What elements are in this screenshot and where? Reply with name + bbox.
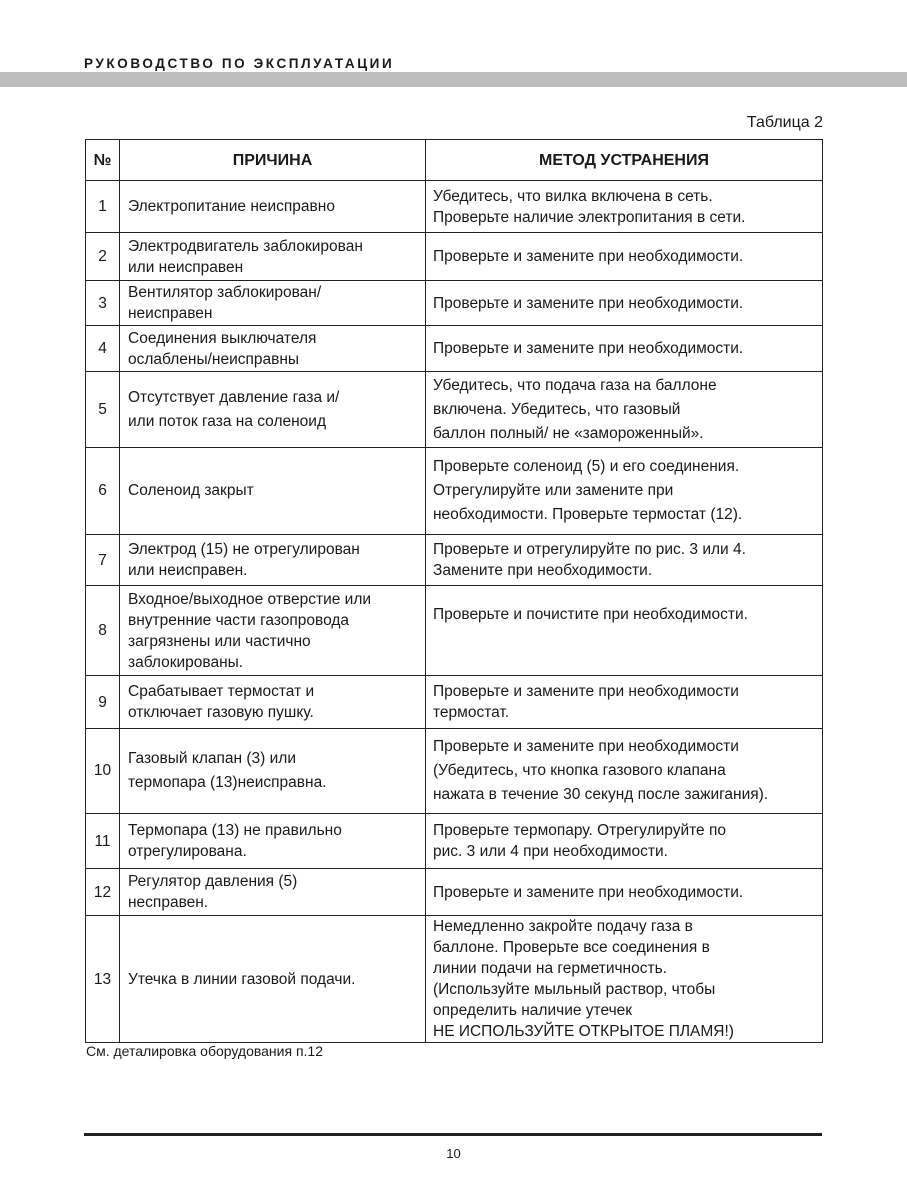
fix-line: термостат. bbox=[433, 704, 510, 721]
cause-line: Электродвигатель заблокирован bbox=[128, 237, 363, 255]
cause-line: неисправен bbox=[128, 305, 213, 322]
cause-cell bbox=[120, 233, 426, 281]
row-number: 3 bbox=[86, 281, 120, 326]
cause-cell bbox=[120, 372, 426, 448]
table-row bbox=[86, 281, 823, 326]
row-number: 7 bbox=[86, 535, 120, 586]
fix-cell bbox=[426, 676, 823, 729]
cause-line: или неисправен. bbox=[128, 562, 248, 579]
row-number: 4 bbox=[86, 326, 120, 372]
cause-line: Отсутствует давление газа и/ bbox=[128, 388, 340, 406]
fix-line: НЕ ИСПОЛЬЗУЙТЕ ОТКРЫТОЕ ПЛАМЯ!) bbox=[433, 1023, 734, 1040]
fix-line: Немедленно закройте подачу газа в bbox=[433, 918, 693, 935]
cause-line: Электропитание неисправно bbox=[128, 198, 335, 215]
fix-line: Отрегулируйте или замените при bbox=[433, 482, 674, 499]
cause-line: термопара (13)неисправна. bbox=[128, 774, 327, 791]
fix-line: (Убедитесь, что кнопка газового клапана bbox=[433, 762, 726, 779]
cause-line: Вентилятор заблокирован/ bbox=[128, 284, 322, 301]
fix-line: Проверьте и отрегулируйте по рис. 3 или 4. bbox=[433, 541, 746, 558]
table-row bbox=[86, 916, 823, 1043]
row-number: 2 bbox=[86, 233, 120, 281]
cause-line: Соленоид закрыт bbox=[128, 482, 254, 499]
cause-line: отрегулирована. bbox=[128, 843, 247, 860]
fix-line: Убедитесь, что подача газа на баллоне bbox=[433, 376, 717, 394]
footer-rule bbox=[84, 1133, 822, 1136]
table-row bbox=[86, 729, 823, 814]
troubleshooting-table bbox=[85, 139, 823, 1043]
cause-line: Регулятор давления (5) bbox=[128, 873, 298, 890]
row-number: 9 bbox=[86, 676, 120, 729]
row-number: 11 bbox=[86, 814, 120, 869]
cause-line: отключает газовую пушку. bbox=[128, 704, 314, 721]
row-number: 5 bbox=[86, 372, 120, 448]
fix-line: Проверьте и замените при необходимости. bbox=[433, 294, 744, 312]
fix-line: (Используйте мыльный раствор, чтобы bbox=[433, 981, 716, 998]
cause-line: внутренние части газопровода bbox=[128, 611, 350, 629]
fix-cell bbox=[426, 372, 823, 448]
fix-line: нажата в течение 30 секунд после зажигания). bbox=[433, 786, 769, 803]
fix-line: необходимости. Проверьте термостат (12). bbox=[433, 506, 743, 523]
fix-cell bbox=[426, 326, 823, 372]
fix-line: Проверьте и почистите при необходимости. bbox=[433, 606, 748, 623]
header-cause: ПРИЧИНА bbox=[120, 140, 426, 181]
fix-line: Проверьте наличие электропитания в сети. bbox=[433, 208, 746, 226]
fix-cell bbox=[426, 586, 823, 676]
fix-line: Проверьте и замените при необходимости. bbox=[433, 248, 744, 265]
table-header-row bbox=[86, 140, 823, 181]
table-row bbox=[86, 448, 823, 535]
fix-line: линии подачи на герметичность. bbox=[433, 960, 667, 977]
footnote: См. деталировка оборудования п.12 bbox=[86, 1043, 323, 1059]
row-number: 12 bbox=[86, 869, 120, 916]
table-row bbox=[86, 586, 823, 676]
table-row bbox=[86, 181, 823, 233]
table-caption: Таблица 2 bbox=[746, 114, 823, 131]
cause-line: Входное/выходное отверстие или bbox=[128, 590, 372, 608]
table-row bbox=[86, 233, 823, 281]
fix-line: Проверьте термопару. Отрегулируйте по bbox=[433, 822, 726, 839]
row-number: 1 bbox=[86, 181, 120, 233]
fix-line: определить наличие утечек bbox=[433, 1002, 633, 1019]
cause-line: загрязнены или частично bbox=[128, 632, 311, 650]
fix-cell bbox=[426, 916, 823, 1043]
table-row bbox=[86, 372, 823, 448]
fix-line: включена. Убедитесь, что газовый bbox=[433, 400, 681, 418]
fix-line: Проверьте и замените при необходимости bbox=[433, 683, 739, 700]
row-number: 8 bbox=[86, 586, 120, 676]
table-row bbox=[86, 869, 823, 916]
fix-line: Замените при необходимости. bbox=[433, 562, 653, 579]
cause-cell bbox=[120, 586, 426, 676]
header-bar bbox=[0, 72, 907, 87]
cause-line: несправен. bbox=[128, 894, 209, 911]
fix-cell bbox=[426, 535, 823, 586]
cause-line: Электрод (15) не отрегулирован bbox=[128, 541, 360, 558]
cause-cell bbox=[120, 869, 426, 916]
table-row bbox=[86, 676, 823, 729]
cause-cell bbox=[120, 448, 426, 535]
cause-cell bbox=[120, 326, 426, 372]
cause-cell bbox=[120, 729, 426, 814]
cause-line: заблокированы. bbox=[128, 653, 244, 671]
row-number: 13 bbox=[86, 916, 120, 1043]
page-number: 10 bbox=[446, 1146, 461, 1161]
fix-line: баллоне. Проверьте все соединения в bbox=[433, 939, 710, 956]
cause-cell bbox=[120, 281, 426, 326]
fix-line: рис. 3 или 4 при необходимости. bbox=[433, 843, 668, 860]
cause-cell bbox=[120, 676, 426, 729]
fix-line: Проверьте и замените при необходимости. bbox=[433, 883, 744, 901]
table-row bbox=[86, 535, 823, 586]
row-number: 6 bbox=[86, 448, 120, 535]
fix-line: баллон полный/ не «замороженный». bbox=[433, 424, 704, 442]
cause-cell bbox=[120, 814, 426, 869]
document-header-title: РУКОВОДСТВО ПО ЭКСПЛУАТАЦИИ bbox=[84, 56, 395, 71]
fix-line: Убедитесь, что вилка включена в сеть. bbox=[433, 187, 713, 205]
fix-cell bbox=[426, 729, 823, 814]
fix-cell bbox=[426, 181, 823, 233]
header-num: № bbox=[86, 140, 120, 181]
cause-line: Газовый клапан (3) или bbox=[128, 750, 296, 767]
fix-line: Проверьте соленоид (5) и его соединения. bbox=[433, 458, 740, 475]
row-number: 10 bbox=[86, 729, 120, 814]
fix-cell bbox=[426, 814, 823, 869]
table-row bbox=[86, 326, 823, 372]
cause-line: Срабатывает термостат и bbox=[128, 683, 315, 700]
cause-line: Соединения выключателя bbox=[128, 329, 317, 347]
fix-cell bbox=[426, 869, 823, 916]
cause-line: Утечка в линии газовой подачи. bbox=[128, 970, 356, 988]
cause-line: или неисправен bbox=[128, 258, 244, 276]
cause-line: ослаблены/неисправны bbox=[128, 350, 300, 368]
cause-line: или поток газа на соленоид bbox=[128, 412, 327, 430]
table-row bbox=[86, 814, 823, 869]
cause-cell bbox=[120, 916, 426, 1043]
header-fix: МЕТОД УСТРАНЕНИЯ bbox=[426, 140, 823, 181]
fix-cell bbox=[426, 448, 823, 535]
cause-cell bbox=[120, 535, 426, 586]
cause-line: Термопара (13) не правильно bbox=[128, 822, 342, 839]
fix-line: Проверьте и замените при необходимости bbox=[433, 738, 739, 755]
cause-cell bbox=[120, 181, 426, 233]
fix-cell bbox=[426, 233, 823, 281]
fix-line: Проверьте и замените при необходимости. bbox=[433, 340, 744, 357]
fix-cell bbox=[426, 281, 823, 326]
